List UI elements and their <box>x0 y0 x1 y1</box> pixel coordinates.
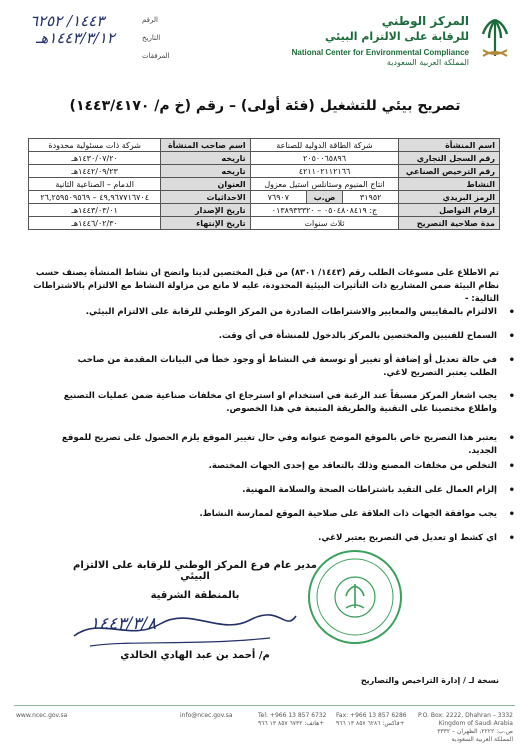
signatory-title: مدير عام فرع المركز الوطني للرقابة على الالتزام البيئي <box>73 560 317 582</box>
table-cell-label: تاريخه <box>161 165 250 178</box>
table-cell-label: ص.ب <box>307 191 343 204</box>
date-handwritten: ١٤٤٣/٣/١٢هـ <box>36 29 115 47</box>
condition-text: في حالة تعديل أو إضافة أو تغيير أو توسعة في النشاط أو وجود خطأ في البيانات المقدمة من صاحب الطلب يعتبر التصريح لاغي. <box>77 355 497 378</box>
table-cell-label: النشاط <box>399 178 500 191</box>
bullet-icon: • <box>508 355 515 366</box>
footer-tel-ar: هاتف: ٦٧٣٢ ٨٥٧ ١٣ ٩٦٦+ <box>258 720 325 727</box>
table-cell-value: ٤٩,٩٦٧٧١٦٧٠٤ – ٢٦,٢٥٩٥٠٩٥٦٩ <box>29 191 161 204</box>
table-cell-label: رقم الترخيص الصناعي <box>399 165 500 178</box>
table-cell-value: شركة ذات مسئولية محدودة <box>29 139 161 152</box>
condition-text: الالتزام بالمقاييس والمعايير والاشتراطات الصادرة من المركز الوطني للرقابة على الالتزام البيئي. <box>85 307 497 317</box>
bullet-icon: • <box>508 533 515 544</box>
signatory-region: بالمنطقة الشرقية <box>150 590 240 601</box>
table-cell-value: ١٤٤٣/٠٣/٠١هـ <box>29 204 161 217</box>
intro-paragraph: تم الاطلاع على مسوغات الطلب رقم (١٤٤٣/ ٨٣٠١) من قبل المختصين لدينا واتضح ان نشاط المنشأة يصنف حسب نظام البيئة ضمن المشاريع ذات التأثيرات البيئية المحدودة، عليه لا مانع من مزاولة النشاط مع الالتزام بالاشتراطات التالية: - <box>33 267 499 303</box>
footer-pobox-ar: ص.ب: ٢٢٢٢، الظهران – ٣٣٣٢ <box>437 728 513 735</box>
table-cell-value: ج: ٠٥٠٤٨٠٨٤١٩ – ٠١٣٨٩٣٣٣٢٠ <box>250 204 399 217</box>
bullet-icon: • <box>508 433 515 444</box>
bullet-icon: • <box>508 509 515 520</box>
table-cell-label: تاريخ الإصدار <box>161 204 250 217</box>
table-cell-value: ١٤٣٠/٠٧/٢٠هـ <box>29 152 161 165</box>
table-cell-label: العنوان <box>161 178 250 191</box>
condition-item <box>57 432 515 458</box>
footer-fax-ar: فاكس: ٦٢٨٦ ٨٥٧ ١٣ ٩٦٦+ <box>336 720 405 727</box>
condition-text: يجب موافقة الجهات ذات العلاقة على صلاحية الموقع لممارسة النشاط. <box>199 509 497 519</box>
table-row <box>29 204 500 217</box>
condition-item <box>57 390 515 416</box>
condition-text: يجب اشعار المركز مسبقاً عند الرغبة في استخدام او استرجاع اي مخلفات صناعية ضمن عمليات التصنيع واطلاع مختصينا على التقنية والطريقة المتبعة في هذا الخصوص. <box>63 391 497 414</box>
footer-website: www.ncec.gov.sa <box>16 712 68 719</box>
footer-kingdom: Kingdom of Saudi Arabia <box>438 720 513 727</box>
table-cell-value: ٢٠٥٠٠٦٥٨٩٦ <box>250 152 399 165</box>
table-cell-value: شركة الطاقة الدولية للصناعة <box>250 139 399 152</box>
ref-label: الرقم <box>142 16 158 24</box>
footer-divider <box>14 705 515 706</box>
footer-kingdom-ar: المملكة العربية السعودية <box>451 736 513 743</box>
bullet-icon: • <box>508 391 515 402</box>
org-name-ar: المركز الوطني <box>381 14 469 28</box>
condition-text: السماح للفنيين والمختصين بالمركز بالدخول للمنشأة في أي وقت. <box>218 331 497 341</box>
condition-item <box>57 532 515 545</box>
condition-item <box>57 460 515 473</box>
condition-item <box>57 508 515 521</box>
table-cell-label: رقم السجل التجاري <box>399 152 500 165</box>
bullet-icon: • <box>508 307 515 318</box>
condition-text: إلزام العمال على التقيد باشتراطات الصحة والسلامة المهنية. <box>242 485 497 495</box>
footer-tel: Tel: +966 13 857 6732 <box>258 712 327 719</box>
condition-item <box>57 330 515 343</box>
signature-scribble-icon <box>70 606 300 650</box>
table-row <box>29 152 500 165</box>
table-cell-label: ارقام التواصل <box>399 204 500 217</box>
condition-text: اي كشط او تعديل في التصريح يعتبر لاغي. <box>318 533 497 543</box>
table-cell-label: مدة صلاحية التصريح <box>399 217 500 230</box>
table-cell-label: الرمز البريدي <box>399 191 500 204</box>
attachments-label: المرفقات <box>142 52 170 60</box>
table-cell-value: ٤٢١١٠٢١١٢١٦٦ <box>250 165 399 178</box>
table-row <box>29 178 500 191</box>
bullet-icon: • <box>508 331 515 342</box>
permit-info-table <box>28 138 500 230</box>
org-name-ar-sub: للرقابة على الالتزام البيئي <box>325 30 469 43</box>
table-cell-label: تاريخ الإنتهاء <box>161 217 250 230</box>
table-cell-value: انتاج المنيوم وستانلس استيل معزول <box>250 178 399 191</box>
table-row <box>29 217 500 230</box>
condition-item <box>57 354 515 380</box>
signatory-name: م/ أحمد بن عبد الهادي الخالدي <box>120 650 270 661</box>
footer-fax: Fax: +966 13 857 6286 <box>336 712 407 719</box>
table-cell-value: ٧٦٩٠٧ <box>250 191 306 204</box>
table-cell-value: ثلاث سنوات <box>250 217 399 230</box>
condition-item <box>57 484 515 497</box>
table-row <box>29 191 500 204</box>
copy-to-note: نسخة لـ / إدارة التراخيص والتصاريح <box>360 676 499 685</box>
table-cell-label: اسم صاحب المنشأة <box>161 139 250 152</box>
table-cell-value: ٣١٩٥٢ <box>342 191 398 204</box>
table-row <box>29 139 500 152</box>
condition-text: يعتبر هذا التصريح خاص بالموقع الموضح عنوانه وفي حال تغيير الموقع يلزم الحصول على تصريح للموقع الجديد. <box>61 433 497 456</box>
signature-date-handwritten: ١٤٤٣/٣/٨ <box>90 614 157 634</box>
date-label: التاريخ <box>142 34 161 42</box>
table-cell-value: ١٤٤٦/٠٢/٣٠هـ <box>29 217 161 230</box>
footer-email: info@ncec.gov.sa <box>180 712 233 719</box>
table-row <box>29 165 500 178</box>
table-cell-label: الاحداثيات <box>161 191 250 204</box>
table-cell-label: تاريخه <box>161 152 250 165</box>
official-stamp-icon <box>306 548 404 646</box>
table-cell-value: ١٤٤٢/٠٩/٢٣هـ <box>29 165 161 178</box>
bullet-icon: • <box>508 485 515 496</box>
condition-item <box>57 306 515 319</box>
condition-text: التخلص من مخلفات المصنع وذلك بالتعاقد مع إحدى الجهات المختصة. <box>208 461 497 471</box>
country-ar: المملكة العربية السعودية <box>386 58 469 67</box>
org-name-en: National Center for Environmental Compliance <box>291 48 469 57</box>
document-title: تصريح بيئي للتشغيل (فئة أولى) – رقم (خ م/ ١٤٤٣/٤١٧٠) <box>69 98 461 114</box>
ncec-palm-logo-icon <box>475 12 515 68</box>
bullet-icon: • <box>508 461 515 472</box>
table-cell-label: اسم المنشأة <box>399 139 500 152</box>
table-cell-value: الدمام – الصناعية الثانية <box>29 178 161 191</box>
ref-number-handwritten: ١٤٤٣/ ٦٢٥٢ <box>30 12 105 30</box>
footer-pobox: P.O. Box: 2222, Dhahran – 3332 <box>418 712 513 719</box>
